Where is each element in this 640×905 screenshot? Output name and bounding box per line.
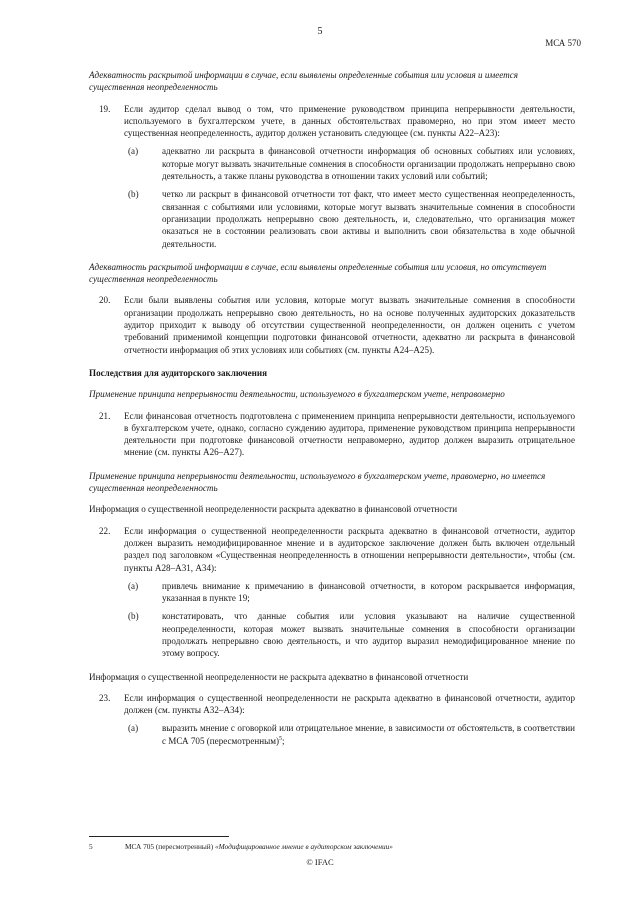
sub-subsection-heading: Информация о существенной неопределенности не раскрыта адекватно в финансовой отчетности (89, 671, 469, 682)
footnote-text-italic: «Модифицированное мнение в аудиторском заключении» (214, 842, 393, 851)
section-heading: Адекватность раскрытой информации в случае, если выявлены определенные события или условия, но отсутствует существенная неопределенность (89, 261, 547, 285)
list-item-text: четко ли раскрыт в финансовой отчетности тот факт, что имеет место существенная неопределенность, связанная с событиями или условиями, которые могут вызвать значительные сомнения в способности организации продолжать непрерывно свою деятельность, и, следовательно, что организация может оказаться не в состоянии реализовать свои активы и выполнить свои обязательства в ходе обычной деятельности. (162, 189, 575, 249)
paragraph-text: Если аудитор сделал вывод о том, что применение руководством принципа непрерывности деятельности, используемого в бухгалтерском учете, в данных обстоятельствах правомерно, но при этом имеет место существенная неопределенность, аудитор должен установить следующее (см. пункты А22–А23): (124, 103, 575, 139)
list-item (124, 722, 575, 747)
section-heading: Последствия для аудиторского заключения (89, 367, 268, 378)
section-heading: Адекватность раскрытой информации в случае, если выявлены определенные события или условия и имеется существенная неопределенность (89, 70, 518, 93)
page-content (89, 69, 575, 747)
footnote-number: 5 (89, 842, 93, 851)
list-item (124, 610, 575, 659)
list-item-text: констатировать, что данные события или условия указывают на наличие существенной неопределенности, которая может вызвать значительные сомнения в способности организации продолжать непрерывно свою деятельность, и что аудитор выразил немодифицированное мнение по этому вопросу. (162, 611, 575, 659)
subsection-heading: Применение принципа непрерывности деятельности, используемого в бухгалтерском учете, правомерно, но имеется существенная неопределенность (89, 470, 546, 494)
list-item-label: (a) (128, 146, 139, 157)
paragraph-number: 23. (99, 692, 111, 703)
paragraph-23 (89, 692, 575, 717)
paragraph-text: Если были выявлены события или условия, которые могут вызвать значительные сомнения в способности организации продолжать непрерывно свою деятельность, но на основе полученных аудиторских доказательств аудитор приходит к выводу об отсутствии существенной неопределенности, он должен оценить с учетом требований применимой концепции подготовки финансовой отчетности, адекватно ли раскрыта в финансовой отчетности информация об этих условиях или событиях (см. пункты А24–А25). (124, 295, 575, 355)
list-item-label: (b) (128, 189, 139, 200)
list-item-text: адекватно ли раскрыта в финансовой отчетности информация об основных событиях или условиях, которые могут вызвать значительные сомнения в способности организации продолжать непрерывно свою деятельность, а также планы руководства в отношении таких условий или событий; (162, 146, 575, 182)
copyright: © IFAC (306, 857, 334, 867)
list-item-label: (a) (128, 580, 139, 591)
paragraph-19 (89, 103, 575, 140)
paragraph-20 (89, 294, 575, 355)
paragraph-22 (89, 525, 575, 574)
list-item-label: (a) (128, 723, 139, 734)
paragraph-number: 19. (99, 103, 111, 114)
paragraph-text: Если информация о существенной неопределенности не раскрыта адекватно в финансовой отчетности, аудитор должен (см. пункты А32–А34): (124, 692, 575, 716)
footnote-text-plain: МСА 705 (пересмотренный) (125, 842, 215, 851)
list-item (124, 145, 575, 182)
footnote (89, 842, 575, 851)
paragraph-number: 20. (99, 295, 111, 306)
list-item-text: привлечь внимание к примечанию в финансовой отчетности, в котором раскрывается информация, указанная в пункте 19; (162, 580, 575, 604)
sub-subsection-heading: Информация о существенной неопределенности раскрыта адекватно в финансовой отчетности (89, 504, 458, 515)
page-number: 5 (317, 26, 323, 37)
document-code: МСА 570 (545, 38, 581, 48)
list-item (124, 188, 575, 249)
list-item-text (162, 722, 575, 747)
list-item-text-main: выразить мнение с оговоркой или отрицательное мнение, в зависимости от обстоятельств, в соответствии с МСА 705 (пересмотренным) (162, 723, 575, 746)
paragraph-number: 22. (99, 525, 111, 536)
list-item (124, 580, 575, 605)
footnote-reference: 5 (279, 735, 283, 742)
footnote-text (125, 842, 393, 851)
paragraph-number: 21. (99, 410, 111, 421)
footnote-divider (89, 836, 229, 837)
list-item-label: (b) (128, 611, 139, 622)
list-item-text-tail: ; (282, 735, 285, 746)
subsection-heading: Применение принципа непрерывности деятельности, используемого в бухгалтерском учете, неправомерно (89, 389, 505, 400)
paragraph-text: Если информация о существенной неопределенности раскрыта адекватно в финансовой отчетности, аудитор должен выразить немодифицированное мнение и в аудиторское заключение должен быть включен отдельный раздел под заголовком «Существенная неопределенность в отношении непрерывности деятельности», чтобы (см. пункты А28–А31, А34): (124, 525, 575, 573)
paragraph-text: Если финансовая отчетность подготовлена с применением принципа непрерывности деятельности, используемого в бухгалтерском учете, однако, согласно суждению аудитора, применение руководством принципа непрерывности деятельности при подготовке финансовой отчетности неправомерно, аудитор должен выразить отрицательное мнение (см. пункты А26–А27). (124, 410, 575, 458)
paragraph-21 (89, 410, 575, 459)
